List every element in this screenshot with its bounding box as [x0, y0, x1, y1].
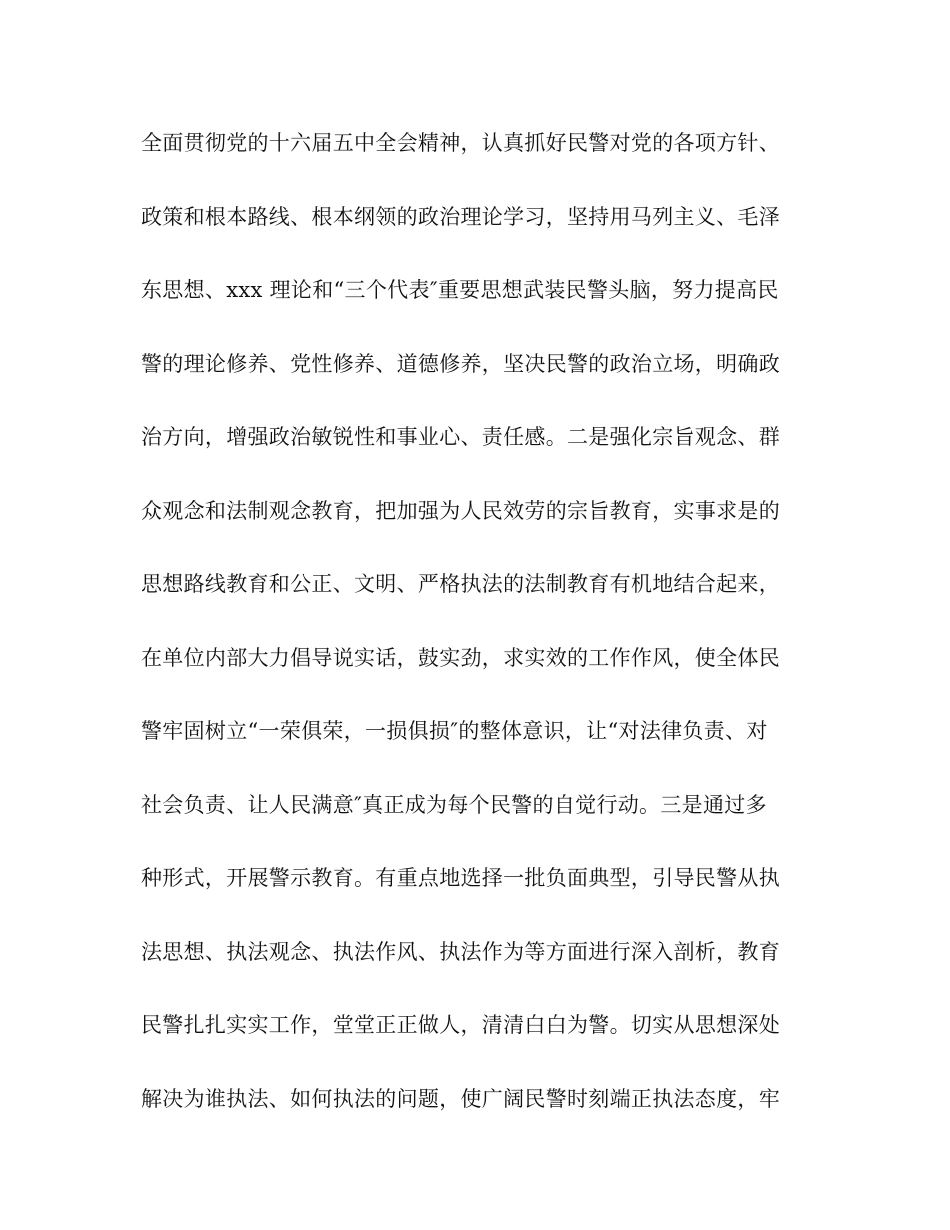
- body-text: [141, 121, 821, 1150]
- text-line: 民警扎扎实实工作，堂堂正正做人，清清白白为警。切实从思想深处: [141, 1013, 780, 1037]
- text-line: 全面贯彻党的十六届五中全会精神，认真抓好民警对党的各项方针、: [141, 131, 780, 155]
- text-line: 种形式，开展警示教育。有重点地选择一批负面典型，引导民警从执: [141, 866, 780, 890]
- text-line: 在单位内部大力倡导说实话，鼓实劲，求实效的工作作风，使全体民: [141, 645, 780, 670]
- text-line: 思想路线教育和公正、文明、严格执法的法制教育有机地结合起来，: [141, 572, 780, 596]
- text-line: 解决为谁执法、如何执法的问题，使广阔民警时刻端正执法态度，牢: [141, 1086, 780, 1111]
- text-line: 警牢固树立“一荣俱荣，一损俱损″的整体意识，让“对法律负责、对: [141, 719, 768, 743]
- text-line: 东思想、xxx 理论和“三个代表″重要思想武装民警头脑，努力提高民: [141, 278, 779, 302]
- text-line: 众观念和法制观念教育，把加强为人民效劳的宗旨教育，实事求是的: [141, 498, 780, 523]
- text-line: 社会负责、让人民满意″真正成为每个民警的自觉行动。三是通过多: [141, 792, 767, 817]
- text-line: 警的理论修养、党性修养、道德修养，坚决民警的政治立场，明确政: [141, 351, 780, 376]
- text-line: 政策和根本路线、根本纲领的政治理论学习，坚持用马列主义、毛泽: [141, 204, 780, 229]
- text-line: 治方向，增强政治敏锐性和事业心、责任感。二是强化宗旨观念、群: [141, 425, 780, 449]
- text-line: 法思想、执法观念、执法作风、执法作为等方面进行深入剖析，教育: [141, 939, 780, 964]
